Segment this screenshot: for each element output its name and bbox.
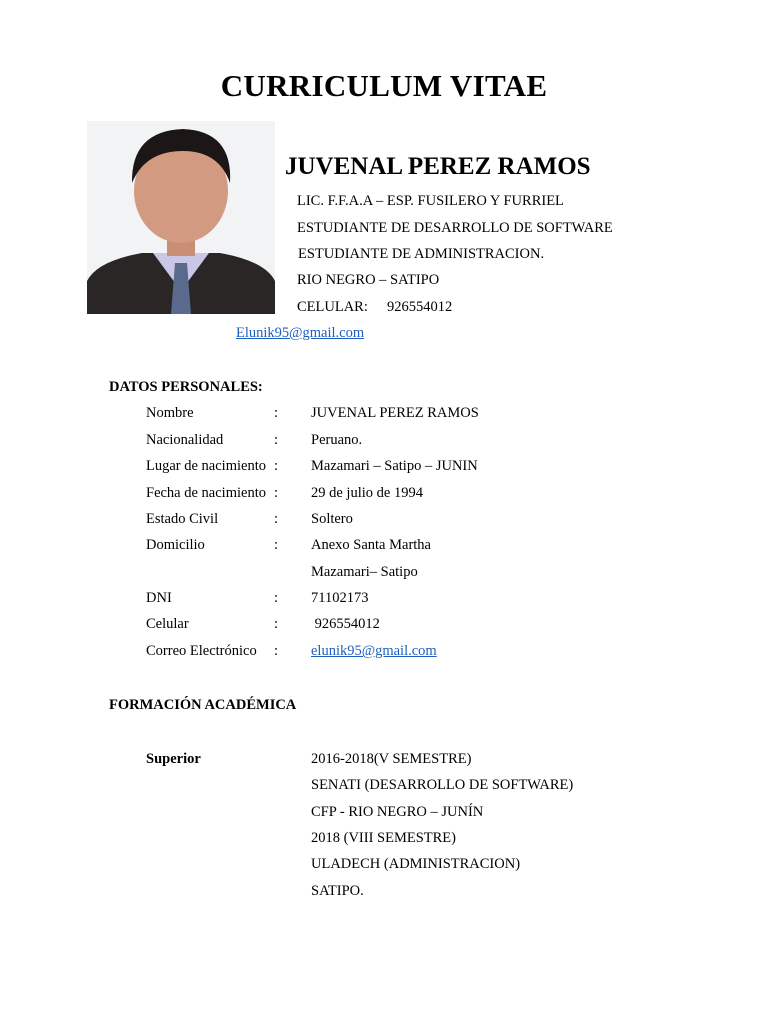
personal-row-colon: : xyxy=(274,511,279,527)
personal-row-value: Mazamari– Satipo xyxy=(311,564,418,580)
personal-row-label: Nombre xyxy=(146,405,194,421)
personal-row-value: 71102173 xyxy=(311,590,369,606)
header-line-administration: ESTUDIANTE DE ADMINISTRACION. xyxy=(298,246,545,262)
personal-row-value: Anexo Santa Martha xyxy=(311,537,431,553)
personal-row-value: JUVENAL PEREZ RAMOS xyxy=(311,405,479,421)
education-line: ULADECH (ADMINISTRACION) xyxy=(311,856,521,872)
header-line-software: ESTUDIANTE DE DESARROLLO DE SOFTWARE xyxy=(297,220,613,236)
education-level-label: Superior xyxy=(146,751,201,767)
personal-row-value: Soltero xyxy=(311,511,353,527)
personal-row-continuation xyxy=(0,564,768,586)
personal-row xyxy=(0,537,768,559)
personal-row-label: Lugar de nacimiento xyxy=(146,458,266,474)
personal-row-colon: : xyxy=(274,485,279,501)
personal-row xyxy=(0,432,768,454)
personal-row-colon: : xyxy=(274,616,279,632)
personal-row-colon: : xyxy=(274,643,279,659)
candidate-name: JUVENAL PEREZ RAMOS xyxy=(285,153,591,180)
education-line: 2016-2018(V SEMESTRE) xyxy=(311,751,472,767)
profile-photo-silhouette xyxy=(87,121,275,314)
personal-row xyxy=(0,405,768,427)
document-title: CURRICULUM VITAE xyxy=(220,68,548,103)
education-line: CFP - RIO NEGRO – JUNÍN xyxy=(311,804,484,820)
personal-data-heading: DATOS PERSONALES: xyxy=(109,379,263,395)
header-phone-label: CELULAR: xyxy=(297,299,368,315)
education-line: 2018 (VIII SEMESTRE) xyxy=(311,830,456,846)
personal-row xyxy=(0,616,768,638)
personal-row-label: Nacionalidad xyxy=(146,432,224,448)
personal-row-colon: : xyxy=(274,590,279,606)
header-line-title: LIC. F.F.A.A – ESP. FUSILERO Y FURRIEL xyxy=(297,193,564,209)
personal-row-value: Mazamari – Satipo – JUNIN xyxy=(311,458,478,474)
personal-row-colon: : xyxy=(274,537,279,553)
header-line-location: RIO NEGRO – SATIPO xyxy=(297,272,440,288)
personal-row xyxy=(0,511,768,533)
personal-row-label: DNI xyxy=(146,590,172,606)
personal-row-label: Domicilio xyxy=(146,537,205,553)
personal-row xyxy=(0,458,768,480)
personal-row xyxy=(0,643,768,665)
education-heading: FORMACIÓN ACADÉMICA xyxy=(109,697,297,713)
personal-row xyxy=(0,590,768,612)
education-line: SENATI (DESARROLLO DE SOFTWARE) xyxy=(311,777,574,793)
personal-row-colon: : xyxy=(274,405,279,421)
education-line: SATIPO. xyxy=(311,883,364,899)
personal-row-value: Peruano. xyxy=(311,432,363,448)
personal-row-value: 926554012 xyxy=(311,616,380,632)
personal-row-label: Correo Electrónico xyxy=(146,643,257,659)
personal-row-label: Estado Civil xyxy=(146,511,219,527)
header-email-link[interactable]: Elunik95@gmail.com xyxy=(236,325,365,341)
profile-photo xyxy=(87,121,275,314)
personal-row-label: Fecha de nacimiento xyxy=(146,485,266,501)
personal-row-label: Celular xyxy=(146,616,189,632)
personal-row-value: 29 de julio de 1994 xyxy=(311,485,423,501)
personal-row-colon: : xyxy=(274,458,279,474)
personal-row xyxy=(0,485,768,507)
personal-row-colon: : xyxy=(274,432,279,448)
header-phone-value: 926554012 xyxy=(387,299,453,315)
personal-email-link[interactable]: elunik95@gmail.com xyxy=(311,643,437,659)
